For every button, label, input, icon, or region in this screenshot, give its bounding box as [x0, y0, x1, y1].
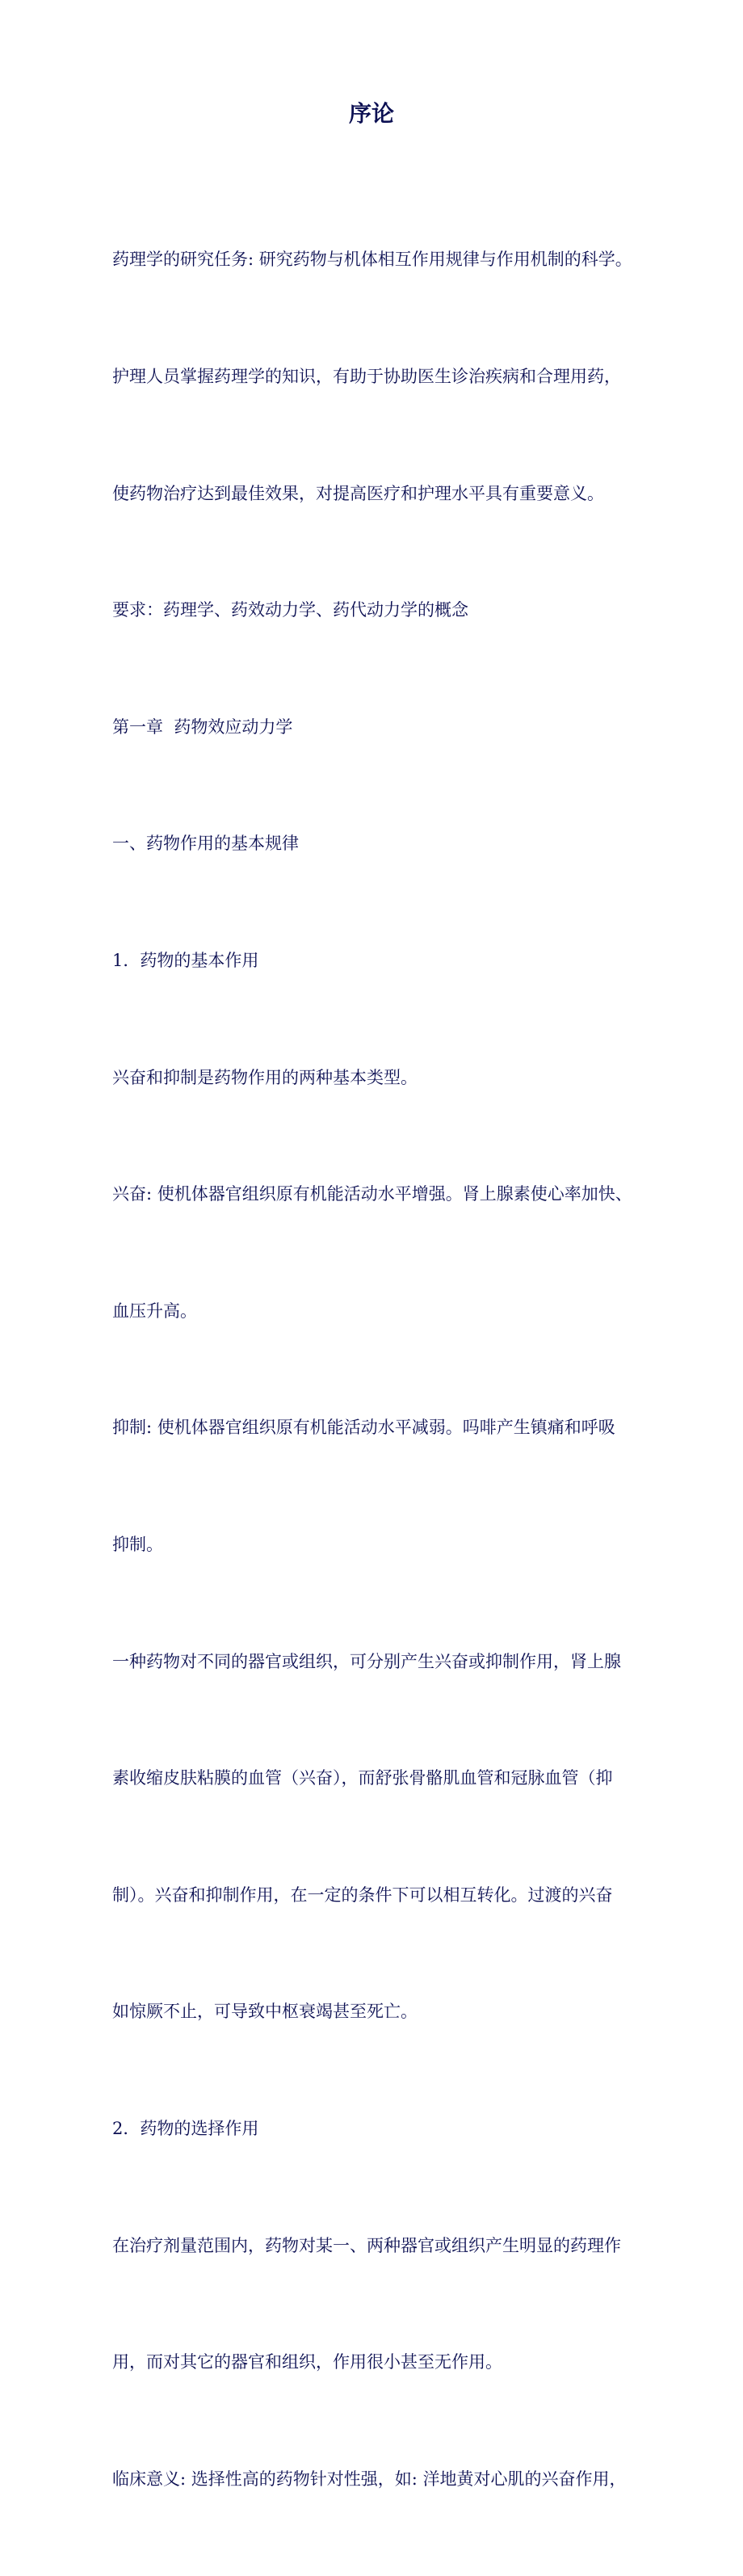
page-title: 序论	[348, 100, 394, 127]
body-text	[112, 162, 645, 2576]
text-line: 制）。兴奋和抑制作用，在一定的条件下可以相互转化。过渡的兴奋	[112, 1885, 613, 1905]
text-line: 要求：药理学、药效动力学、药代动力学的概念	[112, 600, 468, 620]
text-line: 抑制: 使机体器官组织原有机能活动水平减弱。吗啡产生镇痛和呼吸	[112, 1418, 615, 1438]
text-line: 药理学的研究任务: 研究药物与机体相互作用规律与作用机制的科学。	[112, 250, 632, 270]
text-line: 抑制。	[112, 1534, 163, 1554]
text-line: 如惊厥不止，可导致中枢衰竭甚至死亡。	[112, 2002, 418, 2022]
text-line: 兴奋: 使机体器官组织原有机能活动水平增强。肾上腺素使心率加快、	[112, 1184, 632, 1204]
subsection-heading: 1．药物的基本作用	[112, 950, 259, 970]
text-line: 在治疗剂量范围内，药物对某一、两种器官或组织产生明显的药理作	[112, 2235, 621, 2255]
text-line: 用，而对其它的器官和组织，作用很小甚至无作用。	[112, 2352, 502, 2372]
subsection-heading: 2．药物的选择作用	[112, 2118, 259, 2138]
text-line: 素收缩皮肤粘膜的血管（兴奋），而舒张骨骼肌血管和冠脉血管（抑	[112, 1768, 613, 1788]
text-line: 临床意义: 选择性高的药物针对性强，如: 洋地黄对心肌的兴奋作用，	[112, 2469, 627, 2489]
text-line: 兴奋和抑制是药物作用的两种基本类型。	[112, 1067, 418, 1087]
text-line: 一种药物对不同的器官或组织，可分别产生兴奋或抑制作用，肾上腺	[112, 1651, 621, 1671]
chapter-heading: 第一章 药物效应动力学	[112, 716, 293, 737]
text-line: 护理人员掌握药理学的知识，有助于协助医生诊治疾病和合理用药，	[112, 367, 621, 386]
text-line: 血压升高。	[112, 1301, 197, 1321]
text-line: 使药物治疗达到最佳效果，对提高医疗和护理水平具有重要意义。	[112, 483, 604, 503]
section-heading: 一、药物作用的基本规律	[112, 834, 299, 854]
